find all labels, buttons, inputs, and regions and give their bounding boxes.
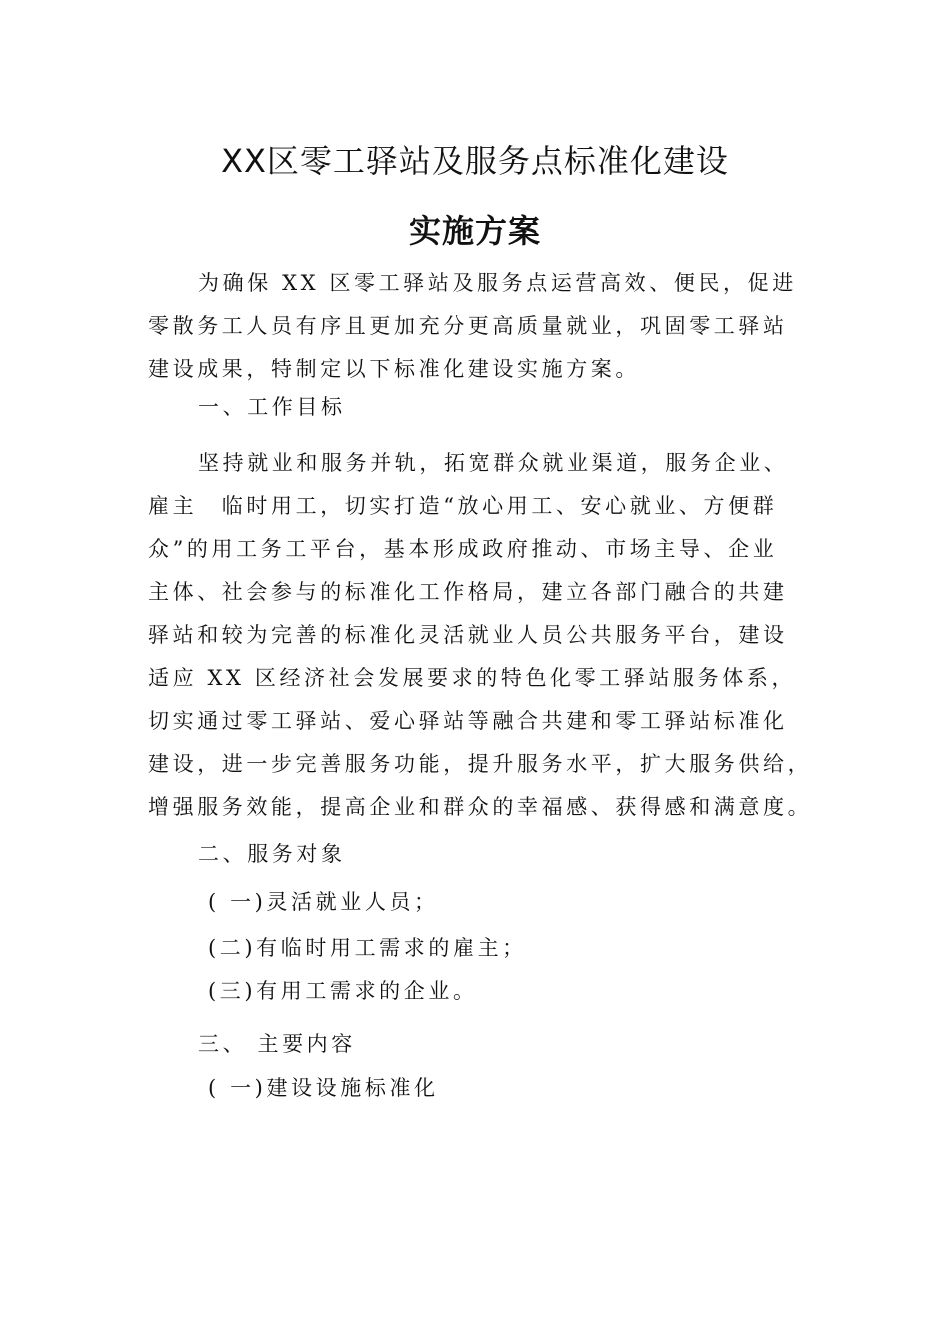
- section1-paragraph: [148, 442, 813, 829]
- section1-line: 坚持就业和服务并轨，拓宽群众就业渠道，服务企业、: [198, 451, 789, 475]
- section3-heading: 三、 主要内容: [198, 1032, 356, 1056]
- section2-item: (三)有用工需求的企业。: [208, 979, 478, 1003]
- section1-line: 切实通过零工驿站、爱心驿站等融合共建和零工驿站标准化: [148, 709, 788, 733]
- intro-paragraph: [148, 262, 808, 391]
- section2-heading: 二、服务对象: [198, 842, 346, 866]
- section1-line: 适应 XX 区经济社会发展要求的特色化零工驿站服务体系，: [148, 666, 797, 690]
- document-title-line1: XX区零工驿站及服务点标准化建设: [221, 142, 729, 180]
- document-title-line2: 实施方案: [408, 212, 541, 250]
- intro-line: 为确保 XX 区零工驿站及服务点运营高效、便民，促进: [198, 271, 797, 295]
- section1-line: 驿站和较为完善的标准化灵活就业人员公共服务平台，建设: [148, 623, 788, 647]
- section2-item: (二)有临时用工需求的雇主；: [208, 936, 527, 960]
- section1-line: 众”的用工务工平台，基本形成政府推动、市场主导、企业: [148, 537, 778, 561]
- intro-line: 零散务工人员有序且更加充分更高质量就业，巩固零工驿站: [148, 314, 788, 338]
- section1-line: 建设，进一步完善服务功能，提升服务水平，扩大服务供给，: [148, 752, 813, 776]
- section1-line: 增强服务效能，提高企业和群众的幸福感、获得感和满意度。: [148, 795, 813, 819]
- section1-line: 雇主 临时用工，切实打造“放心用工、安心就业、方便群: [148, 494, 778, 518]
- section1-line: 主体、社会参与的标准化工作格局，建立各部门融合的共建: [148, 580, 788, 604]
- section1-heading: 一、工作目标: [198, 395, 346, 419]
- intro-line: 建设成果，特制定以下标准化建设实施方案。: [148, 357, 640, 381]
- section2-item: ( 一)灵活就业人员；: [208, 890, 439, 914]
- section3-item: ( 一)建设设施标准化: [208, 1076, 439, 1100]
